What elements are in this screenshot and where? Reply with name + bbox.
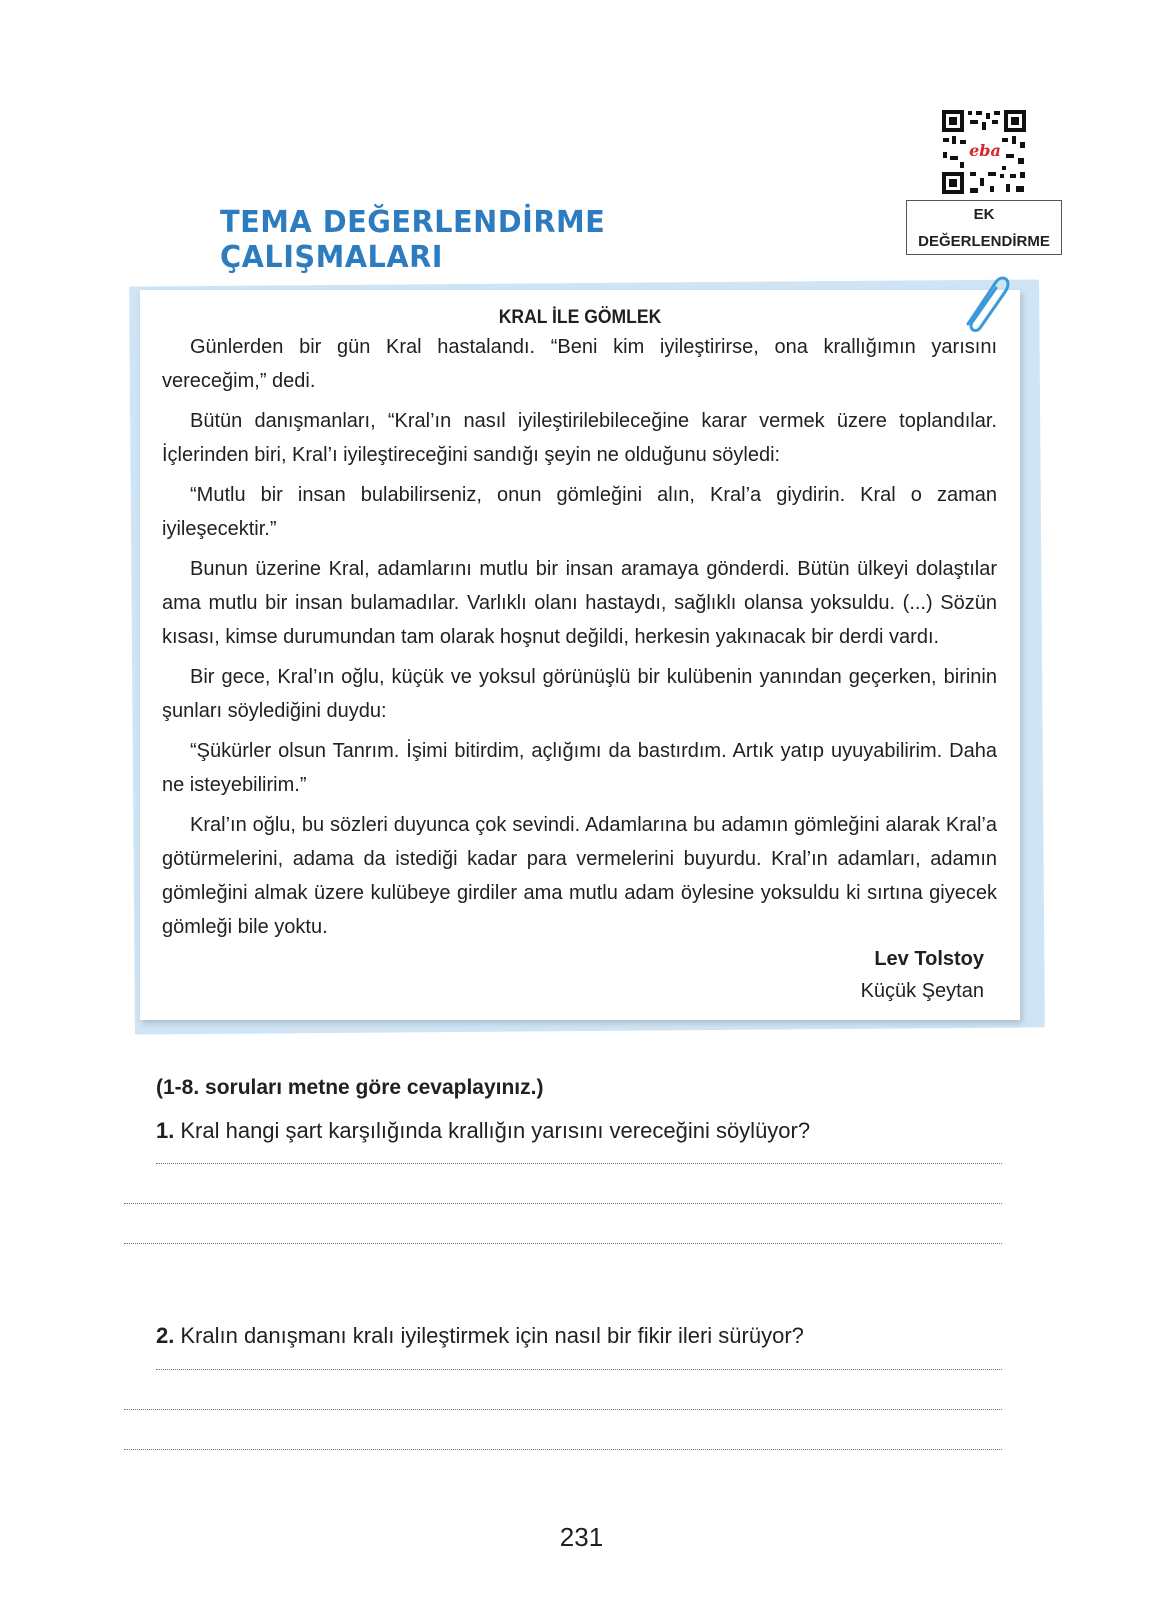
story-paragraph: Bir gece, Kral’ın oğlu, küçük ve yoksul görünüşlü bir kulübenin yanından geçerken, birinin şunları söylediğini duydu: [162, 666, 997, 722]
question-2 [156, 1323, 804, 1349]
question-1 [156, 1118, 810, 1144]
qr-code-icon [940, 108, 1028, 196]
question-text: Kral hangi şart karşılığında krallığın yarısını vereceğini söylüyor? [180, 1118, 811, 1143]
answer-line[interactable] [124, 1409, 1002, 1410]
qr-brand-text: eba [969, 141, 1001, 160]
story-source-work: Küçük Şeytan [860, 980, 984, 1002]
story-card [140, 290, 1020, 1020]
question-number: 1. [156, 1118, 175, 1143]
story-body [162, 330, 997, 950]
question-text: Kralın danışmanı kralı iyileştirmek için nasıl bir fikir ileri sürüyor? [180, 1323, 804, 1348]
story-paragraph: Bunun üzerine Kral, adamlarını mutlu bir insan aramaya gönderdi. Bütün ülkeyi dolaştılar ama mutlu bir insan bulamadılar. Varlıklı olanı hastaydı, sağlıklı olansa yoksuldu. (...) Sözün kısası, kimse durumundan tam olarak hoşnut değildi, herkesin yakınacak bir derdi vardı. [162, 558, 997, 648]
story-paragraph: Günlerden bir gün Kral hastalandı. “Beni kim iyileştirirse, ona krallığımın yarısını vereceğim,” dedi. [162, 336, 997, 392]
ek-degerlendirme-box [906, 200, 1062, 255]
story-paragraph: Bütün danışmanları, “Kral’ın nasıl iyileştirilebileceğine karar vermek üzere toplandılar. İçlerinden biri, Kral’ı iyileştireceğini sandığı şeyin ne olduğunu söyledi: [162, 410, 997, 466]
instruction-text: (1-8. soruları metne göre cevaplayınız.) [156, 1076, 544, 1099]
page-number: 231 [559, 1522, 604, 1552]
question-number: 2. [156, 1323, 175, 1348]
answer-line[interactable] [156, 1369, 1002, 1370]
answer-line[interactable] [156, 1163, 1002, 1164]
page-title: TEMA DEĞERLENDİRME ÇALIŞMALARI [220, 205, 606, 275]
story-paragraph: “Şükürler olsun Tanrım. İşimi bitirdim, açlığımı da bastırdım. Artık yatıp uyuyabilirim. Daha ne isteyebilirim.” [162, 740, 997, 796]
ek-box-line2: DEĞERLENDİRME [918, 233, 1050, 250]
story-author: Lev Tolstoy [874, 948, 984, 970]
story-paragraph: “Mutlu bir insan bulabilirseniz, onun gömleğini alın, Kral’a giydirin. Kral o zaman iyileşecektir.” [162, 484, 997, 540]
ek-box-line1: EK [973, 206, 995, 223]
answer-line[interactable] [124, 1203, 1002, 1204]
story-paragraph: Kral’ın oğlu, bu sözleri duyunca çok sevindi. Adamlarına bu adamın gömleğini alarak Kral’a götürmelerini, adama da istediği kadar para vermelerini buyurdu. Kral’ın adamları, adamın gömleğini almak üzere kulübeye girdiler ama mutlu adam öylesine yoksuldu ki sırtına giyecek gömleği bile yoktu. [162, 814, 997, 938]
paperclip-icon [960, 272, 1014, 336]
answer-line[interactable] [124, 1243, 1002, 1244]
answer-line[interactable] [124, 1449, 1002, 1450]
story-title: KRAL İLE GÖMLEK [498, 306, 662, 328]
